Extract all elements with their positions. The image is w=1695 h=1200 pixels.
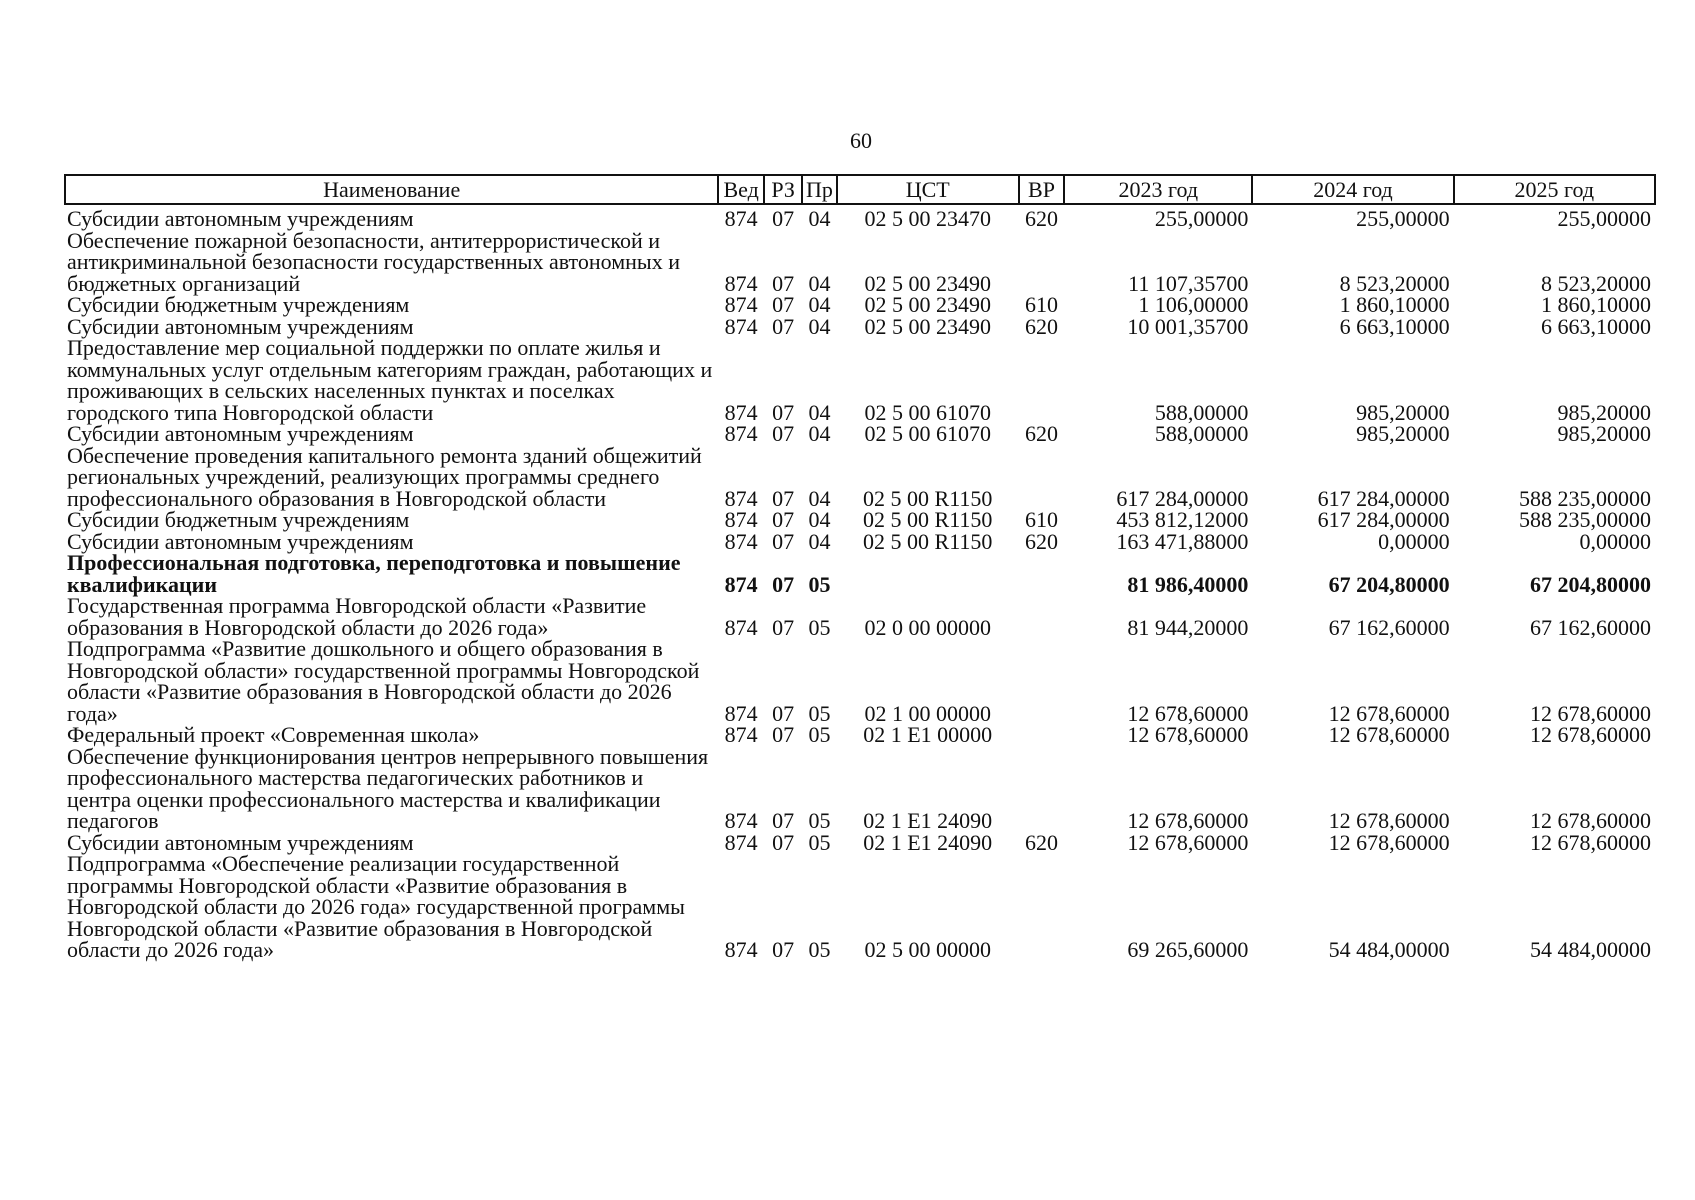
row-value-2024: 12 678,60000 <box>1328 829 1450 855</box>
row-ved: 874 <box>724 292 758 317</box>
row-name: Субсидии автономным учреждениям <box>67 829 414 855</box>
row-value-2025: 0,00000 <box>1579 528 1651 554</box>
row-value-2025: 255,00000 <box>1557 206 1651 231</box>
row-value-2023: 588,00000 <box>1154 421 1249 446</box>
row-rz: 07 <box>772 206 795 231</box>
row-rz: 07 <box>772 485 795 511</box>
row-cst: 02 5 00 23470 <box>864 206 991 231</box>
row-pr: 04 <box>808 399 831 425</box>
row-value-2023: 10 001,35700 <box>1127 313 1249 339</box>
table-row <box>65 316 1655 338</box>
row-vr <box>1019 853 1065 961</box>
row-cst: 02 5 00 00000 <box>864 937 991 962</box>
row-name: Обеспечение проведения капитального ремонта зданий общежитий региональных учреждений, реализующих программы среднего профессионального образования в Новгородской области <box>67 442 702 511</box>
row-vr: 620 <box>1024 421 1058 446</box>
row-name: Субсидии автономным учреждениям <box>67 421 414 446</box>
row-name: Предоставление мер социальной поддержки по оплате жилья и коммунальных услуг отдельным категориям граждан, работающих и проживающих в сельских населенных пунктах и поселках городского типа Новгородской области <box>67 335 713 425</box>
row-ved: 874 <box>724 829 758 855</box>
row-pr: 04 <box>808 292 831 317</box>
row-pr: 04 <box>808 270 831 296</box>
row-cst: 02 5 00 23490 <box>864 270 991 296</box>
row-vr: 610 <box>1024 292 1058 317</box>
page-number: 60 <box>850 128 872 153</box>
header-2024: 2024 год <box>1252 175 1453 204</box>
row-cst: 02 5 00 61070 <box>864 399 991 425</box>
table-body <box>65 204 1655 961</box>
row-ved: 874 <box>724 571 758 597</box>
header-vr: ВР <box>1019 175 1065 204</box>
row-cst: 02 1 E1 24090 <box>863 808 993 833</box>
row-value-2025: 12 678,60000 <box>1530 808 1651 833</box>
row-vr: 620 <box>1024 829 1058 855</box>
header-name: Наименование <box>65 175 718 204</box>
row-value-2023: 12 678,60000 <box>1127 808 1249 833</box>
row-pr: 05 <box>808 700 831 726</box>
row-ved: 874 <box>724 722 758 747</box>
table-row <box>65 294 1655 316</box>
table-row <box>65 531 1655 553</box>
row-pr: 04 <box>808 507 831 532</box>
row-ved: 874 <box>724 421 758 446</box>
row-pr: 05 <box>808 571 831 597</box>
row-ved: 874 <box>724 808 758 833</box>
row-ved: 874 <box>724 399 758 425</box>
row-vr <box>1019 445 1065 510</box>
row-value-2023: 11 107,35700 <box>1128 270 1249 296</box>
row-vr <box>1019 595 1065 638</box>
row-pr: 05 <box>808 829 831 855</box>
row-rz: 07 <box>772 700 795 726</box>
row-ved: 874 <box>724 485 758 511</box>
header-ved: Вед <box>718 175 764 204</box>
row-ved: 874 <box>724 700 758 726</box>
row-rz: 07 <box>772 292 795 317</box>
table-header-row <box>65 175 1655 204</box>
table-row <box>65 445 1655 510</box>
row-value-2024: 617 284,00000 <box>1317 485 1450 511</box>
row-cst: 02 1 00 00000 <box>864 700 991 726</box>
row-rz: 07 <box>772 722 795 747</box>
row-value-2023: 1 106,00000 <box>1138 292 1249 317</box>
row-vr <box>1019 337 1065 423</box>
row-value-2025: 12 678,60000 <box>1530 700 1651 726</box>
row-cst: 02 5 00 61070 <box>864 421 991 446</box>
row-cst: 02 5 00 23490 <box>864 292 991 317</box>
row-value-2025: 6 663,10000 <box>1541 313 1651 339</box>
row-value-2025: 67 204,80000 <box>1530 571 1651 597</box>
row-rz: 07 <box>772 528 795 554</box>
row-value-2024: 985,20000 <box>1356 421 1450 446</box>
row-value-2023: 588,00000 <box>1154 399 1249 425</box>
header-2023: 2023 год <box>1064 175 1252 204</box>
row-name: Подпрограмма «Развитие дошкольного и общего образования в Новгородской области» государственной программы Новгородской области «Развитие образования в Новгородской области до 2026 года» <box>67 636 700 726</box>
row-pr: 04 <box>808 313 831 339</box>
row-vr: 620 <box>1024 528 1058 554</box>
row-ved: 874 <box>724 270 758 296</box>
header-rz: РЗ <box>764 175 802 204</box>
table-row <box>65 509 1655 531</box>
row-pr: 04 <box>808 528 831 554</box>
row-value-2025: 54 484,00000 <box>1530 937 1651 962</box>
row-value-2023: 12 678,60000 <box>1127 829 1249 855</box>
row-vr: 620 <box>1024 313 1058 339</box>
row-value-2023: 163 471,88000 <box>1116 528 1249 554</box>
row-value-2025: 588 235,00000 <box>1519 507 1651 532</box>
header-pr: Пр <box>802 175 836 204</box>
row-value-2025: 588 235,00000 <box>1519 485 1651 511</box>
row-value-2025: 12 678,60000 <box>1530 722 1651 747</box>
header-cst: ЦСТ <box>837 175 1019 204</box>
row-pr: 04 <box>808 421 831 446</box>
row-value-2025: 67 162,60000 <box>1530 614 1651 640</box>
row-vr <box>1019 552 1065 595</box>
row-rz: 07 <box>772 313 795 339</box>
row-ved: 874 <box>724 614 758 640</box>
row-pr: 05 <box>808 937 831 962</box>
row-value-2025: 985,20000 <box>1557 421 1651 446</box>
table-row <box>65 552 1655 595</box>
table-row <box>65 746 1655 832</box>
row-value-2024: 67 204,80000 <box>1328 571 1450 597</box>
row-value-2024: 12 678,60000 <box>1328 808 1450 833</box>
row-value-2023: 69 265,60000 <box>1127 937 1249 962</box>
row-cst: 02 0 00 00000 <box>864 614 991 640</box>
row-rz: 07 <box>772 808 795 833</box>
row-cst: 02 5 00 R1150 <box>863 507 993 532</box>
row-ved: 874 <box>724 528 758 554</box>
table-row <box>65 423 1655 445</box>
row-vr <box>1019 638 1065 724</box>
row-value-2025: 12 678,60000 <box>1530 829 1651 855</box>
row-vr <box>1019 230 1065 295</box>
table-row <box>65 337 1655 423</box>
row-name: Субсидии автономным учреждениям <box>67 528 414 554</box>
row-name: Субсидии автономным учреждениям <box>67 313 414 339</box>
row-cst: 02 5 00 R1150 <box>863 528 993 554</box>
row-value-2023: 617 284,00000 <box>1116 485 1249 511</box>
table-row <box>65 204 1655 230</box>
row-value-2024: 255,00000 <box>1356 206 1450 231</box>
header-2025: 2025 год <box>1454 175 1655 204</box>
row-rz: 07 <box>772 571 795 597</box>
row-pr: 05 <box>808 808 831 833</box>
row-value-2023: 12 678,60000 <box>1127 722 1249 747</box>
row-cst: 02 1 E1 24090 <box>863 829 993 855</box>
row-cst: 02 1 E1 00000 <box>863 722 993 747</box>
table-row <box>65 832 1655 854</box>
row-ved: 874 <box>724 206 758 231</box>
row-pr: 04 <box>808 206 831 231</box>
row-value-2025: 8 523,20000 <box>1541 270 1651 296</box>
row-vr: 620 <box>1024 206 1058 231</box>
row-rz: 07 <box>772 829 795 855</box>
row-rz: 07 <box>772 270 795 296</box>
row-value-2024: 1 860,10000 <box>1339 292 1450 317</box>
table-row <box>65 595 1655 638</box>
table-row <box>65 638 1655 724</box>
row-value-2024: 12 678,60000 <box>1328 722 1450 747</box>
row-name: Государственная программа Новгородской области «Развитие образования в Новгородской области до 2026 года» <box>67 593 647 640</box>
row-vr <box>1019 746 1065 832</box>
row-value-2024: 8 523,20000 <box>1339 270 1450 296</box>
row-name: Обеспечение пожарной безопасности, антитеррористической и антикриминальной безопасности государственных автономных и бюджетных организаций <box>67 227 680 296</box>
row-rz: 07 <box>772 614 795 640</box>
row-rz: 07 <box>772 421 795 446</box>
row-rz: 07 <box>772 937 795 962</box>
row-rz: 07 <box>772 507 795 532</box>
row-value-2024: 67 162,60000 <box>1328 614 1450 640</box>
row-pr: 04 <box>808 485 831 511</box>
row-value-2023: 453 812,12000 <box>1116 507 1249 532</box>
table-row <box>65 724 1655 746</box>
row-pr: 05 <box>808 614 831 640</box>
row-value-2023: 12 678,60000 <box>1127 700 1249 726</box>
row-name: Субсидии бюджетным учреждениям <box>67 507 410 532</box>
row-ved: 874 <box>724 507 758 532</box>
row-value-2023: 255,00000 <box>1154 206 1249 231</box>
budget-table <box>64 174 1656 961</box>
row-vr <box>1019 724 1065 746</box>
row-ved: 874 <box>724 937 758 962</box>
row-value-2025: 1 860,10000 <box>1541 292 1651 317</box>
table-row <box>65 230 1655 295</box>
row-cst <box>837 552 1019 595</box>
table-row <box>65 853 1655 961</box>
row-value-2024: 0,00000 <box>1378 528 1450 554</box>
row-value-2024: 54 484,00000 <box>1328 937 1450 962</box>
row-pr: 05 <box>808 722 831 747</box>
row-ved: 874 <box>724 313 758 339</box>
row-value-2023: 81 944,20000 <box>1127 614 1249 640</box>
row-value-2024: 6 663,10000 <box>1339 313 1450 339</box>
row-value-2025: 985,20000 <box>1557 399 1651 425</box>
row-value-2024: 617 284,00000 <box>1317 507 1450 532</box>
row-rz: 07 <box>772 399 795 425</box>
row-cst: 02 5 00 R1150 <box>863 485 993 511</box>
row-value-2024: 12 678,60000 <box>1328 700 1450 726</box>
row-name: Подпрограмма «Обеспечение реализации государственной программы Новгородской области «Развитие образования в Новгородской области до 2026 года» государственной программы Новгородской области «Развитие образования в Новгородской области до 2026 года» <box>67 851 685 962</box>
row-value-2023: 81 986,40000 <box>1127 571 1249 597</box>
row-name: Федеральный проект «Современная школа» <box>67 722 480 747</box>
row-name: Профессиональная подготовка, переподготовка и повышение квалификации <box>67 550 681 597</box>
row-value-2024: 985,20000 <box>1356 399 1450 425</box>
row-name: Субсидии автономным учреждениям <box>67 206 414 231</box>
row-vr: 610 <box>1024 507 1058 532</box>
row-name: Обеспечение функционирования центров непрерывного повышения профессионального мастерства педагогических работников и центра оценки профессионального мастерства и квалификации педагогов <box>67 743 709 833</box>
row-name: Субсидии бюджетным учреждениям <box>67 292 410 317</box>
row-cst: 02 5 00 23490 <box>864 313 991 339</box>
